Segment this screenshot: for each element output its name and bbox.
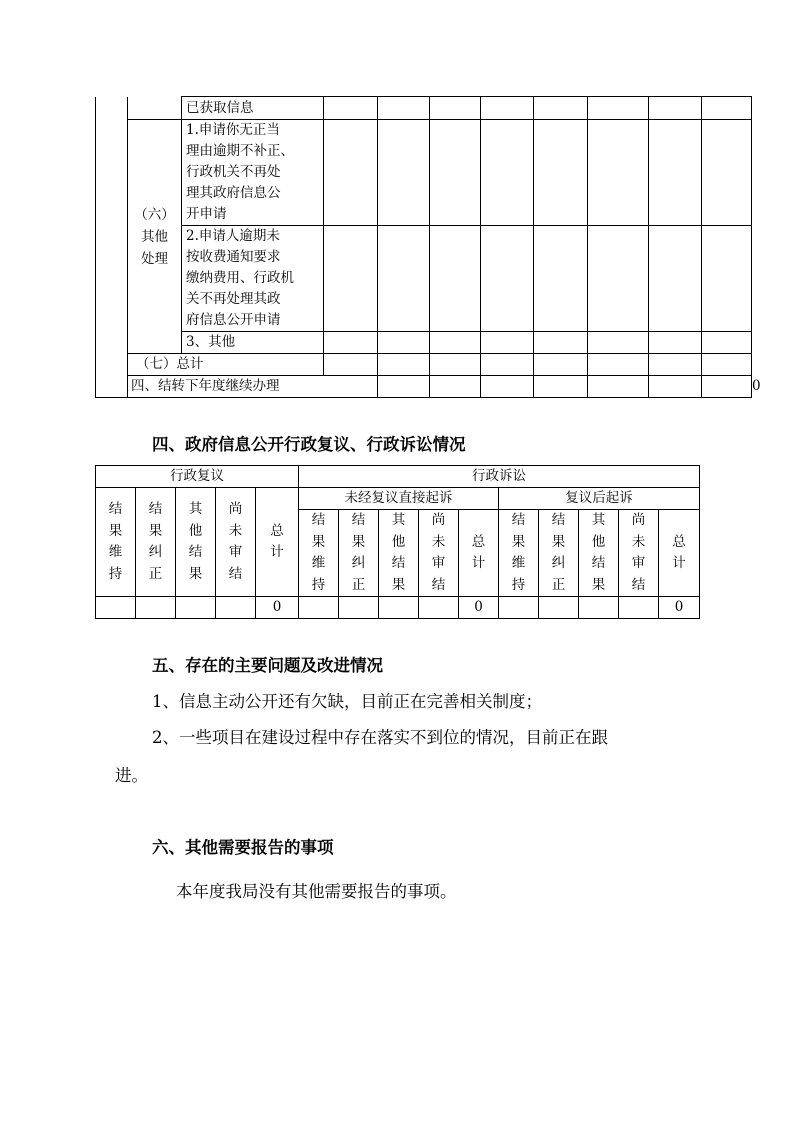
other-handling-item-3: 3、其他	[182, 332, 324, 354]
after-total-value: 0	[659, 597, 700, 619]
carryover-label: 四、结转下年度继续办理	[128, 376, 378, 398]
other-handling-item-1: 1.申请你无正当 理由逾期不补正、 行政机关不再处 理其政府信息公 开申请	[182, 120, 324, 226]
table-cell	[702, 354, 752, 376]
other-handling-item-2: 2.申请人逾期未 按收费通知要求 缴纳费用、行政机 关不再处理其政 府信息公开申请	[182, 226, 324, 332]
table-cell	[534, 354, 588, 376]
table-cell	[702, 120, 752, 226]
direct-col-corrected: 结 果 纠 正	[339, 510, 379, 597]
table-cell	[324, 97, 378, 120]
table-cell	[534, 120, 588, 226]
direct-suit-header: 未经复议直接起诉	[299, 488, 499, 510]
table-cell	[378, 120, 430, 226]
admin-review-header: 行政复议	[96, 466, 299, 488]
table-cell	[324, 332, 378, 354]
table-cell	[481, 376, 534, 398]
table-cell	[649, 120, 702, 226]
application-handling-table: 已获取信息 （六） 其他 处理 1.申请你无正当 理由逾期不补正、 行政机关不再处 理其政府信息公 开申请 2.申请人逾期未 按收费通知要求 缴纳费用、行政机 关不再处理其政 府信息公开申请 3、其他 （七）总计 四、结转下年度继续办理 0	[95, 96, 752, 398]
problem-item-2-line1: 2、一些项目在建设过程中存在落实不到位的情况，目前正在跟	[152, 728, 608, 747]
table-cell	[324, 354, 378, 376]
other-handling-label: （六） 其他 处理	[128, 120, 182, 354]
direct-col-total: 总 计	[459, 510, 499, 597]
direct-total-value: 0	[459, 597, 499, 619]
table1-blank-cell	[128, 97, 182, 120]
table-cell	[619, 597, 659, 619]
section6-body: 本年度我局没有其他需要报告的事项。	[176, 882, 457, 901]
after-col-pending: 尚 未 审 结	[619, 510, 659, 597]
admin-litigation-header: 行政诉讼	[299, 466, 700, 488]
table-cell	[378, 354, 430, 376]
table-cell	[534, 332, 588, 354]
table-cell	[588, 376, 649, 398]
table-cell	[481, 97, 534, 120]
section4-title: 四、政府信息公开行政复议、行政诉讼情况	[152, 435, 466, 454]
direct-col-pending: 尚 未 审 结	[419, 510, 459, 597]
after-col-total: 总 计	[659, 510, 700, 597]
direct-col-other: 其 他 结 果	[379, 510, 419, 597]
table-cell	[588, 120, 649, 226]
table-cell	[216, 597, 256, 619]
table-cell	[649, 376, 702, 398]
table-cell	[378, 376, 430, 398]
table-cell	[378, 332, 430, 354]
problem-item-1: 1、信息主动公开还有欠缺，目前正在完善相关制度；	[152, 692, 542, 711]
table-cell	[702, 97, 752, 120]
review-col-upheld: 结 果 维 持	[96, 488, 136, 597]
total-label: （七）总计	[128, 354, 324, 376]
table-cell	[324, 120, 378, 226]
table-cell	[539, 597, 579, 619]
table-cell	[649, 97, 702, 120]
table-cell	[430, 332, 481, 354]
table-cell	[430, 97, 481, 120]
table-cell	[430, 376, 481, 398]
section5-title: 五、存在的主要问题及改进情况	[152, 656, 383, 675]
section6-title: 六、其他需要报告的事项	[152, 838, 334, 857]
table-cell	[579, 597, 619, 619]
table-cell	[481, 120, 534, 226]
table-cell	[702, 376, 752, 398]
table-cell	[702, 226, 752, 332]
review-col-corrected: 结 果 纠 正	[136, 488, 176, 597]
table-cell	[481, 332, 534, 354]
table-cell	[379, 597, 419, 619]
table-cell	[588, 97, 649, 120]
table-cell	[534, 376, 588, 398]
table-cell	[481, 354, 534, 376]
table-cell	[534, 226, 588, 332]
review-total-value: 0	[256, 597, 299, 619]
table-cell	[419, 597, 459, 619]
table-cell	[588, 332, 649, 354]
review-litigation-table	[95, 465, 700, 619]
table1-spacer-cell	[96, 97, 128, 398]
table-cell	[136, 597, 176, 619]
problem-item-2-line2: 进。	[115, 766, 148, 785]
table-cell	[299, 597, 339, 619]
review-col-total: 总 计	[256, 488, 299, 597]
after-col-corrected: 结 果 纠 正	[539, 510, 579, 597]
direct-col-upheld: 结 果 维 持	[299, 510, 339, 597]
review-col-pending: 尚 未 审 结	[216, 488, 256, 597]
review-col-other: 其 他 结 果	[176, 488, 216, 597]
table-cell	[324, 226, 378, 332]
table-cell	[378, 226, 430, 332]
table-cell	[702, 332, 752, 354]
table-cell	[534, 97, 588, 120]
table-cell	[430, 120, 481, 226]
table-cell	[339, 597, 379, 619]
table-cell	[649, 226, 702, 332]
after-col-other: 其 他 结 果	[579, 510, 619, 597]
table-cell	[499, 597, 539, 619]
table-cell	[481, 226, 534, 332]
table-cell	[430, 354, 481, 376]
table-cell	[588, 354, 649, 376]
table-cell	[430, 226, 481, 332]
row-obtained-label: 已获取信息	[182, 97, 324, 120]
table-cell	[588, 226, 649, 332]
table-cell	[378, 97, 430, 120]
table-cell	[649, 332, 702, 354]
table-cell	[176, 597, 216, 619]
after-col-upheld: 结 果 维 持	[499, 510, 539, 597]
table-cell	[649, 354, 702, 376]
table-cell	[96, 597, 136, 619]
after-review-header: 复议后起诉	[499, 488, 700, 510]
